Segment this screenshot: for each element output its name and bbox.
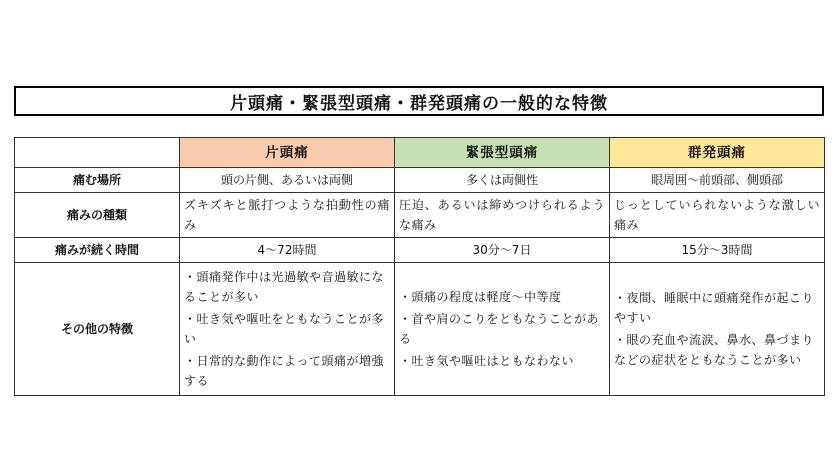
row-label-other: その他の特徴 (15, 263, 180, 396)
page-title: 片頭痛・緊張型頭痛・群発頭痛の一般的な特徴 (14, 86, 824, 116)
bullet-list-migraine (184, 267, 390, 391)
list-item: ・吐き気や嘔吐はともなわない (399, 354, 575, 368)
cell-location-tension: 多くは両側性 (395, 168, 610, 193)
list-item: ・夜間、睡眠中に頭痛発作が起こりやすい (614, 291, 815, 325)
header-migraine: 片頭痛 (180, 138, 395, 168)
row-label-duration: 痛みが続く時間 (15, 238, 180, 263)
cell-duration-cluster: 15分〜3時間 (610, 238, 825, 263)
list-item: ・日常的な動作によって頭痛が増強する (184, 354, 385, 388)
bullet-list-cluster (614, 288, 820, 370)
row-label-location: 痛む場所 (15, 168, 180, 193)
cell-type-tension: 圧迫、あるいは締めつけられるような痛み (395, 193, 610, 238)
cell-duration-migraine: 4〜72時間 (180, 238, 395, 263)
cell-location-cluster: 眼周囲〜前頭部、側頭部 (610, 168, 825, 193)
list-item: ・頭痛発作中は光過敏や音過敏になることが多い (184, 270, 385, 304)
table-row-other (15, 263, 825, 396)
list-item: ・吐き気や嘔吐をともなうことが多い (184, 312, 385, 346)
table-header-row (15, 138, 825, 168)
header-tension-type: 緊張型頭痛 (395, 138, 610, 168)
headache-features-table (14, 137, 825, 396)
table-row-pain-type (15, 193, 825, 238)
row-label-pain-type: 痛みの種類 (15, 193, 180, 238)
header-corner-cell (15, 138, 180, 168)
list-item: ・頭痛の程度は軽度〜中等度 (399, 290, 562, 304)
cell-type-cluster: じっとしていられないような激しい痛み (610, 193, 825, 238)
cell-other-tension (395, 263, 610, 396)
header-cluster: 群発頭痛 (610, 138, 825, 168)
list-item: ・首や肩のこりをともなうことがある (399, 312, 600, 346)
cell-duration-tension: 30分〜7日 (395, 238, 610, 263)
table-row-location (15, 168, 825, 193)
cell-location-migraine: 頭の片側、あるいは両側 (180, 168, 395, 193)
cell-other-migraine (180, 263, 395, 396)
cell-other-cluster (610, 263, 825, 396)
cell-type-migraine: ズキズキと脈打つような拍動性の痛み (180, 193, 395, 238)
table-row-duration (15, 238, 825, 263)
bullet-list-tension (399, 287, 605, 371)
list-item: ・眼の充血や流涙、鼻水、鼻づまりなどの症状をともなうことが多い (614, 333, 815, 367)
